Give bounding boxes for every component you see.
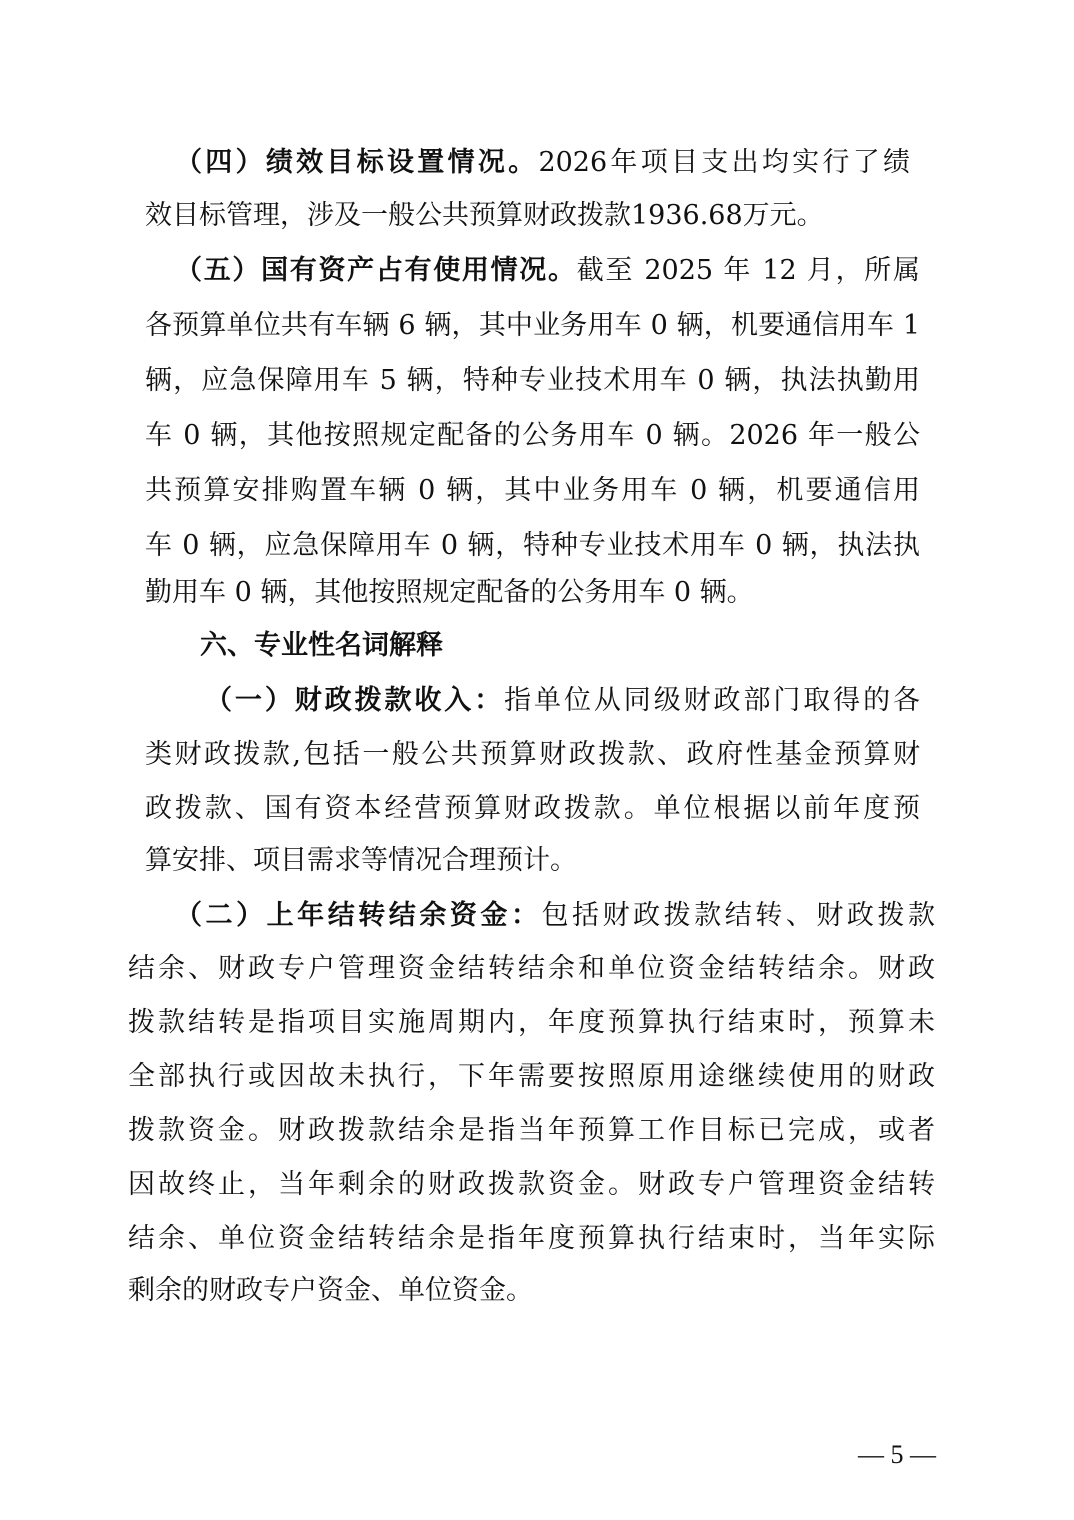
- paragraph-line: [175, 146, 910, 180]
- paragraph-line: [175, 254, 920, 288]
- section-title: （五）国有资产占有使用情况。: [175, 255, 577, 286]
- paragraph-line: 剩余的财政专户资金、单位资金。: [128, 1275, 533, 1306]
- paragraph-line: 效目标管理，涉及一般公共预算财政拨款1936.68万元。: [145, 200, 824, 231]
- paragraph-line: 车 0 辆，其他按照规定配备的公务用车 0 辆。2026 年一般公: [145, 420, 920, 451]
- paragraph-line: 拨款资金。财政拨款结余是指当年预算工作目标已完成，或者: [128, 1115, 935, 1146]
- page-number: — 5 —: [858, 1440, 936, 1469]
- paragraph-line: [205, 684, 920, 718]
- section-heading: 六、专业性名词解释: [200, 630, 443, 661]
- paragraph-line: 因故终止，当年剩余的财政拨款资金。财政专户管理资金结转: [128, 1169, 935, 1200]
- paragraph-line: [175, 899, 935, 933]
- paragraph-line: 各预算单位共有车辆 6 辆，其中业务用车 0 辆，机要通信用车 1: [145, 310, 920, 341]
- paragraph-line: 拨款结转是指项目实施周期内，年度预算执行结束时，预算未: [128, 1007, 935, 1038]
- section-title: （四）绩效目标设置情况。: [175, 147, 539, 178]
- paragraph-line: 车 0 辆，应急保障用车 0 辆，特种专业技术用车 0 辆，执法执: [145, 530, 920, 561]
- term-title: （一）财政拨款收入：: [205, 685, 505, 716]
- term-title: （二）上年结转结余资金：: [175, 900, 542, 931]
- text: 指单位从同级财政部门取得的各: [504, 685, 920, 716]
- paragraph-line: 结余、财政专户管理资金结转结余和单位资金结转结余。财政: [128, 953, 935, 984]
- paragraph-line: 辆，应急保障用车 5 辆，特种专业技术用车 0 辆，执法执勤用: [145, 365, 920, 396]
- paragraph-line: 政拨款、国有资本经营预算财政拨款。单位根据以前年度预: [145, 793, 920, 824]
- paragraph-line: 共预算安排购置车辆 0 辆，其中业务用车 0 辆，机要通信用: [145, 475, 920, 506]
- text: 包括财政拨款结转、财政拨款: [541, 900, 935, 931]
- paragraph-line: 结余、单位资金结转结余是指年度预算执行结束时，当年实际: [128, 1223, 935, 1254]
- paragraph-line: 类财政拨款,包括一般公共预算财政拨款、政府性基金预算财: [145, 739, 920, 770]
- paragraph-line: 勤用车 0 辆，其他按照规定配备的公务用车 0 辆。: [145, 577, 754, 608]
- paragraph-line: 算安排、项目需求等情况合理预计。: [145, 845, 577, 876]
- text: 截至 2025 年 12 月，所属: [576, 255, 920, 286]
- text: 2026年项目支出均实行了绩: [538, 147, 910, 178]
- paragraph-line: 全部执行或因故未执行，下年需要按照原用途继续使用的财政: [128, 1061, 935, 1092]
